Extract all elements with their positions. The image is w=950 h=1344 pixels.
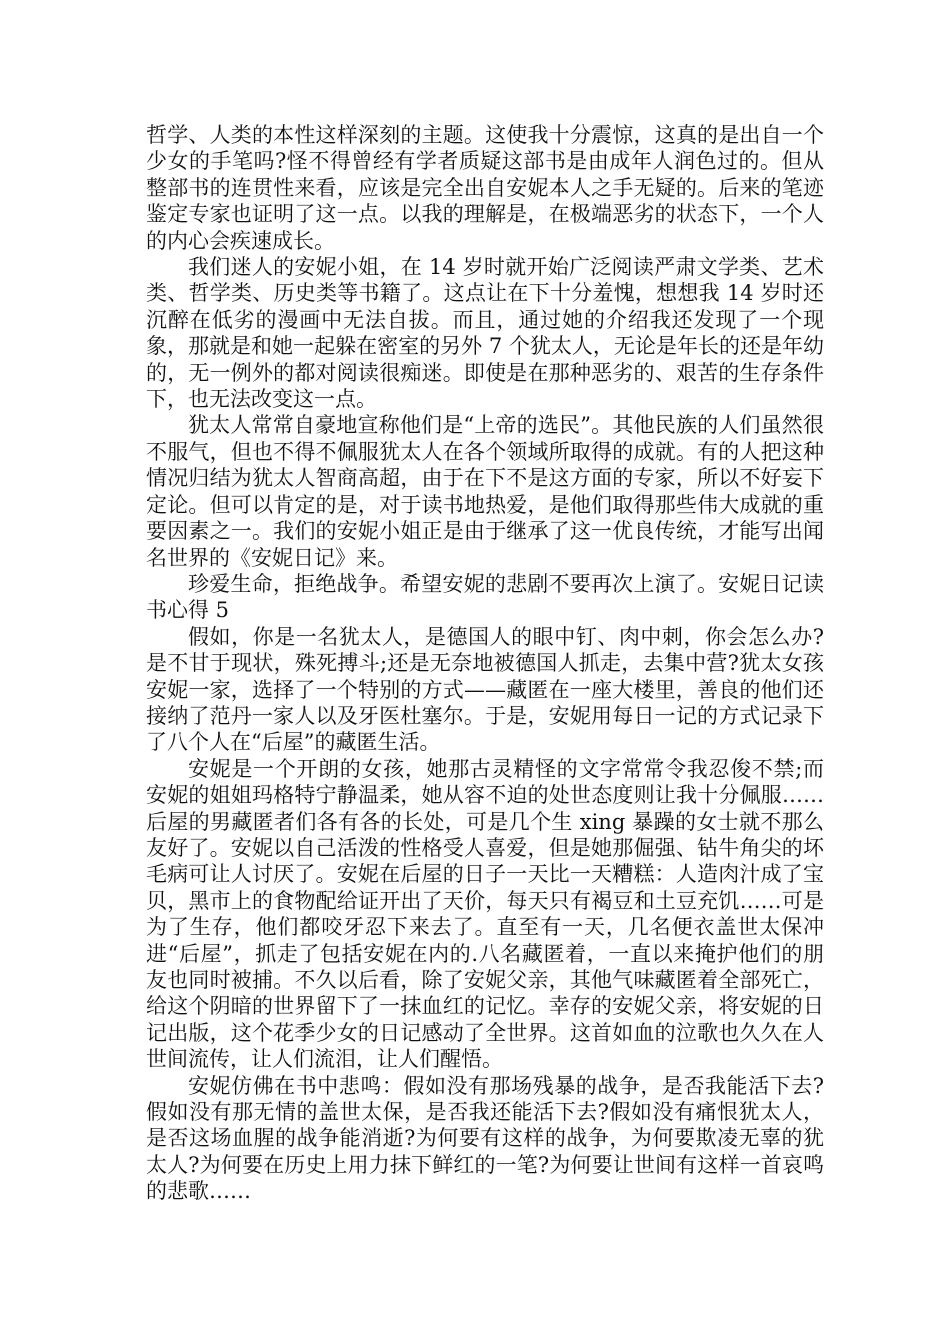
paragraph-5: 假如，你是一名犹太人，是德国人的眼中钉、肉中刺，你会怎么办?是不甘于现状，殊死搏斗;还是无奈地被德国人抓走，去集中营?犹太女孩安妮一家，选择了一个特别的方式——藏匿在一座大楼里，善良的他们还接纳了范丹一家人以及牙医杜塞尔。于是，安妮用每日一记的方式记录下了八个人在“后屋”的藏匿生活。 (146, 624, 824, 755)
paragraph-4: 珍爱生命，拒绝战争。希望安妮的悲剧不要再次上演了。安妮日记读书心得 5 (146, 571, 824, 623)
paragraph-6: 安妮是一个开朗的女孩，她那古灵精怪的文字常常令我忍俊不禁;而安妮的姐姐玛格特宁静温柔，她从容不迫的处世态度则让我十分佩服……后屋的男藏匿者们各有各的长处，可是几个生 xing 暴躁的女士就不那么友好了。安妮以自己活泼的性格受人喜爱，但是她那倔强、钻牛角尖的坏毛病可让人讨厌了。安妮在后屋的日子一天比一天糟糕：人造肉汁成了宝贝，黑市上的食物配给证开出了天价，每天只有褐豆和土豆充饥……可是为了生存，他们都咬牙忍下来去了。直至有一天，几名便衣盖世太保冲进“后屋”，抓走了包括安妮在内的.八名藏匿着，一直以来掩护他们的朋友也同时被捕。不久以后看，除了安妮父亲，其他气味藏匿着全部死亡，给这个阴暗的世界留下了一抹血红的记忆。幸存的安妮父亲，将安妮的日记出版，这个花季少女的日记感动了全世界。这首如血的泣歌也久久在人世间流传，让人们流泪，让人们醒悟。 (146, 756, 824, 1072)
paragraph-3: 犹太人常常自豪地宣称他们是“上帝的选民”。其他民族的人们虽然很不服气，但也不得不佩服犹太人在各个领域所取得的成就。有的人把这种情况归结为犹太人智商高超，由于在下不是这方面的专家，所以不好妄下定论。但可以肯定的是，对于读书地热爱，是他们取得那些伟大成就的重要因素之一。我们的安妮小姐正是由于继承了这一优良传统，才能写出闻名世界的《安妮日记》来。 (146, 413, 824, 570)
paragraph-1: 哲学、人类的本性这样深刻的主题。这使我十分震惊，这真的是出自一个少女的手笔吗?怪不得曾经有学者质疑这部书是由成年人润色过的。但从整部书的连贯性来看，应该是完全出自安妮本人之手无疑的。后来的笔迹鉴定专家也证明了这一点。以我的理解是，在极端恶劣的状态下，一个人的内心会疾速成长。 (146, 123, 824, 253)
paragraph-7: 安妮仿佛在书中悲鸣：假如没有那场残暴的战争，是否我能活下去?假如没有那无情的盖世太保，是否我还能活下去?假如没有痛恨犹太人，是否这场血腥的战争能消逝?为何要有这样的战争，为何要欺凌无辜的犹太人?为何要在历史上用力抹下鲜红的一笔?为何要让世间有这样一首哀鸣的悲歌…… (146, 1073, 824, 1204)
document-body (146, 122, 824, 1205)
paragraph-2: 我们迷人的安妮小姐，在 14 岁时就开始广泛阅读严肃文学类、艺术类、哲学类、历史类等书籍了。这点让在下十分羞愧，想想我 14 岁时还沉醉在低劣的漫画中无法自拔。而且，通过她的介绍我还发现了一个现象，那就是和她一起躲在密室的另外 7 个犹太人，无论是年长的还是年幼的，无一例外的都对阅读很痴迷。即使是在那种恶劣的、艰苦的生存条件下，也无法改变这一点。 (146, 255, 824, 412)
